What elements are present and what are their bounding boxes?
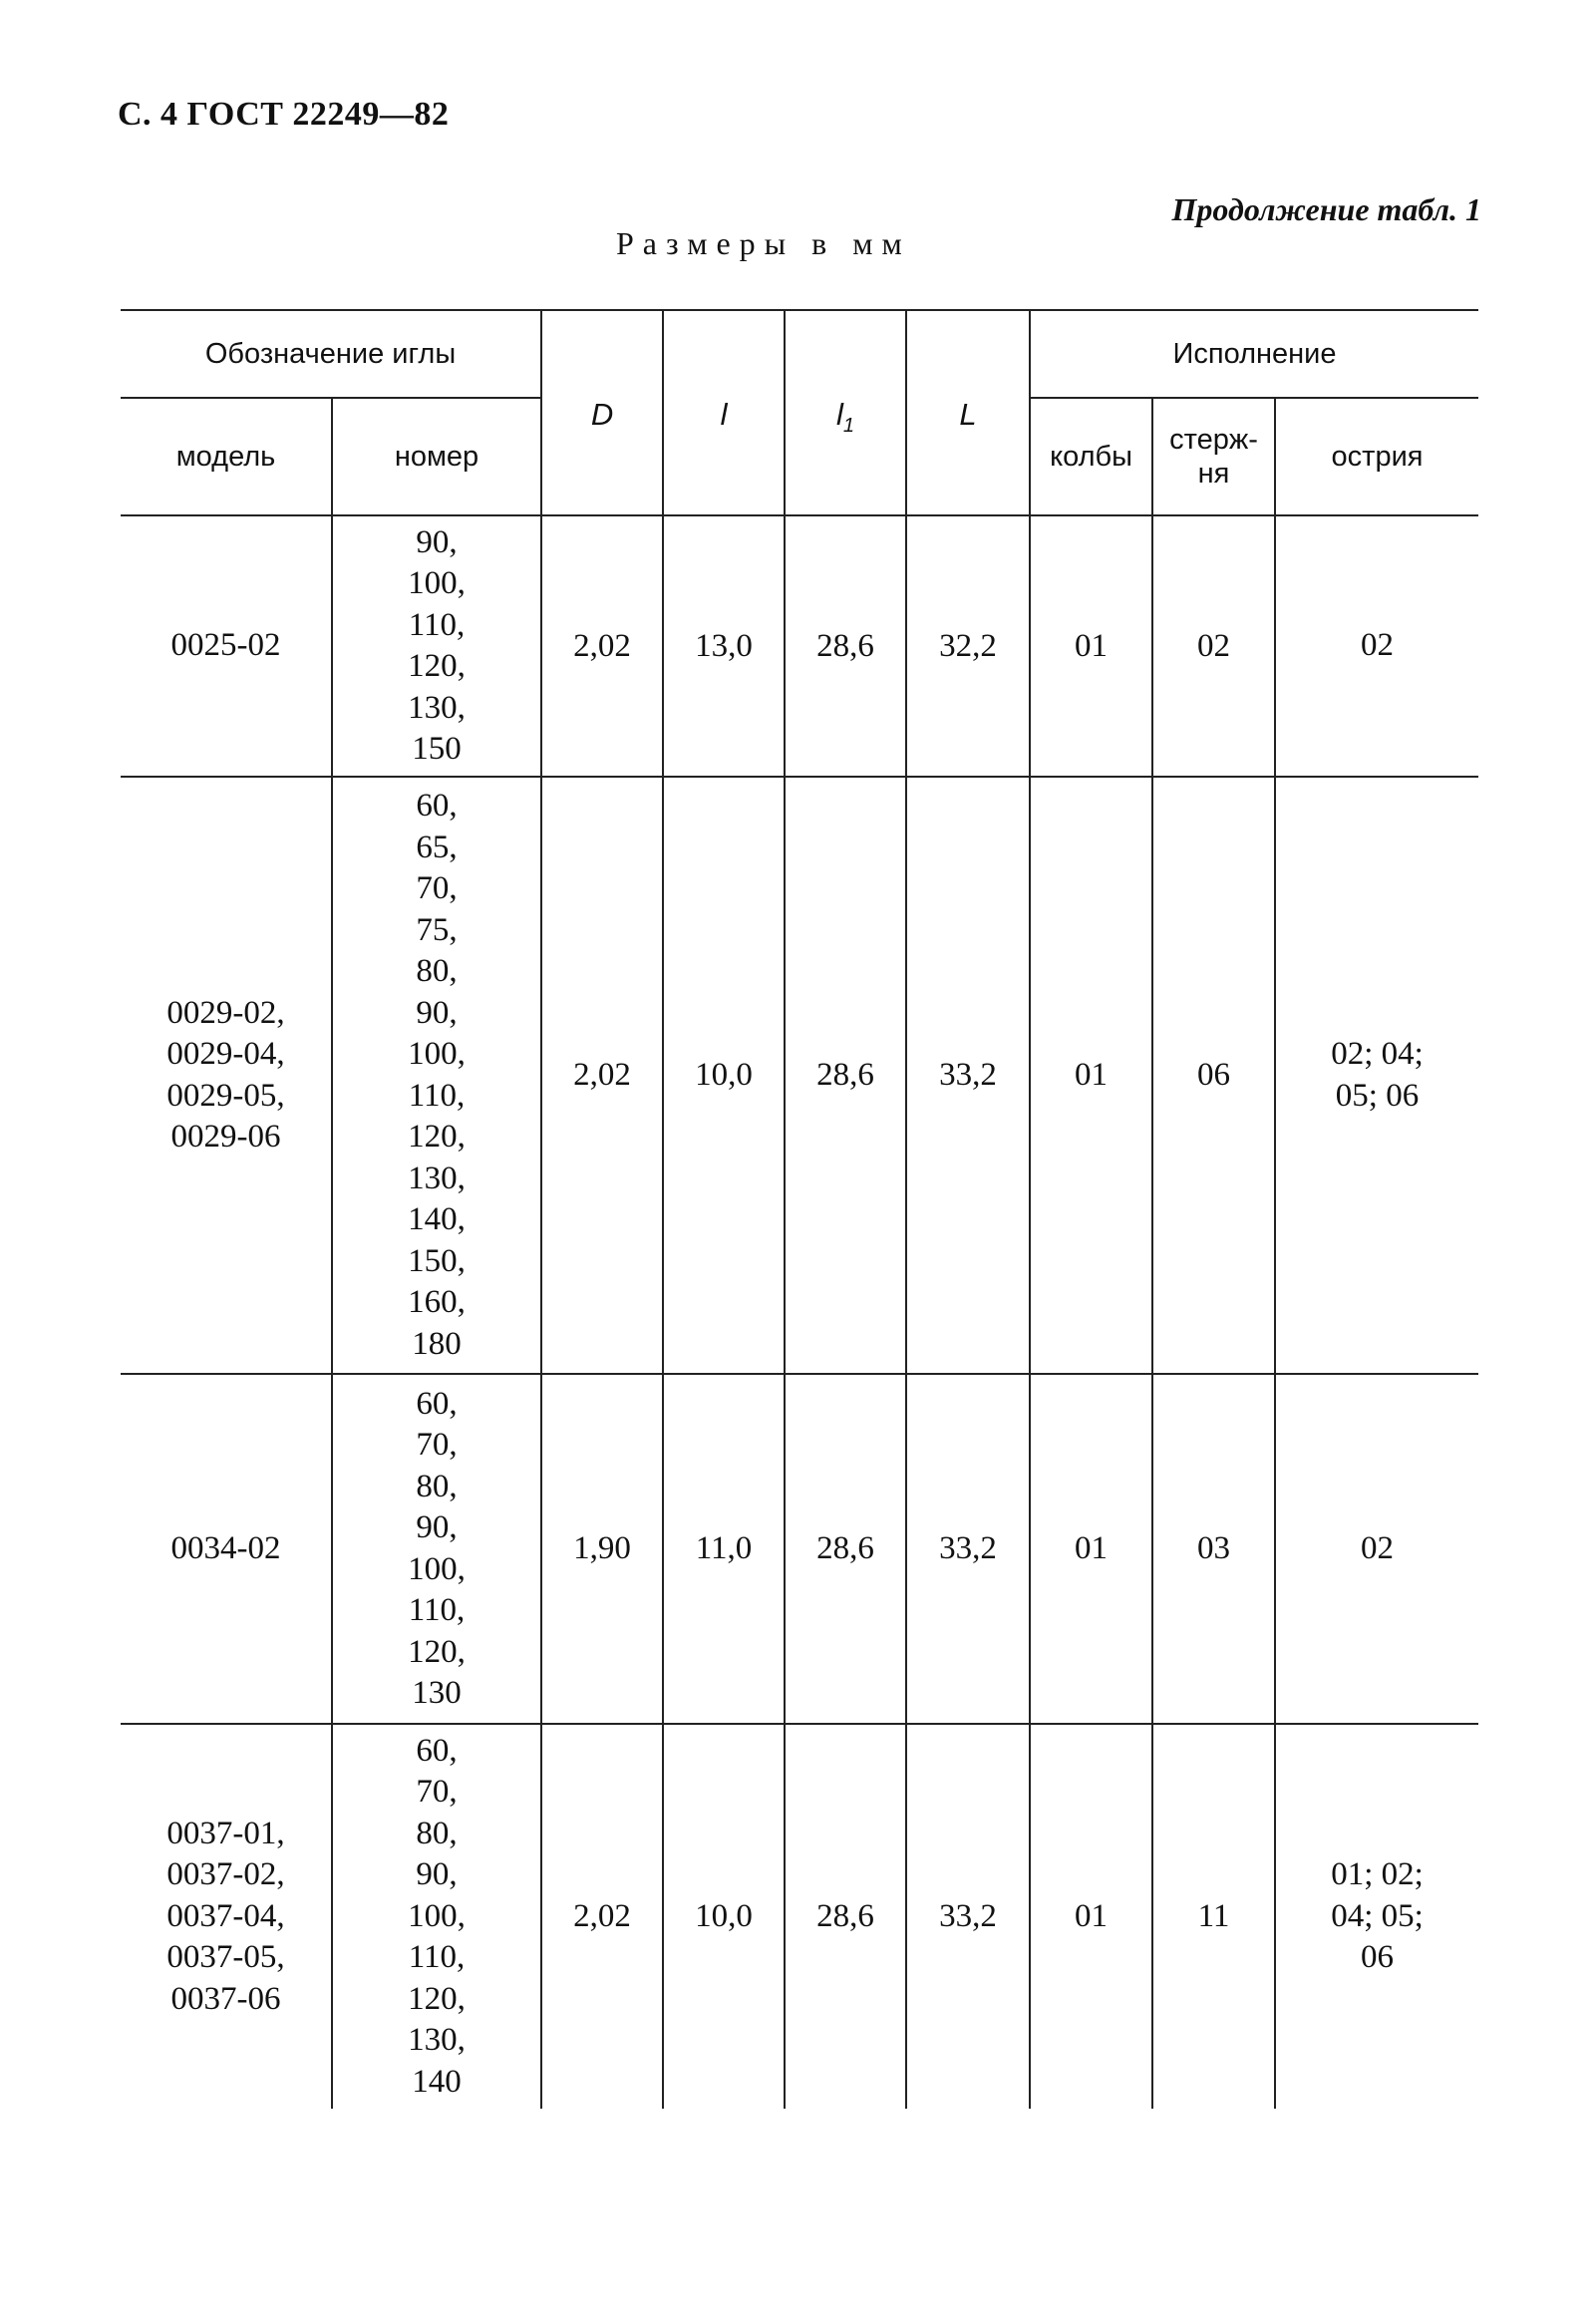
header-flask: колбы bbox=[1030, 398, 1152, 515]
cell-model: 0037-01, 0037-02, 0037-04, 0037-05, 0037-06 bbox=[121, 1724, 332, 2109]
table-row bbox=[121, 1724, 1478, 2109]
cell-flask: 01 bbox=[1030, 515, 1152, 777]
cell-rod: 02 bbox=[1152, 515, 1275, 777]
cell-model: 0029-02, 0029-04, 0029-05, 0029-06 bbox=[121, 777, 332, 1374]
cell-number: 60, 65, 70, 75, 80, 90, 100, 110, 120, 130, 140, 150, 160, 180 bbox=[332, 777, 541, 1374]
cell-flask: 01 bbox=[1030, 1724, 1152, 2109]
cell-number: 60, 70, 80, 90, 100, 110, 120, 130 bbox=[332, 1374, 541, 1724]
cell-L: 33,2 bbox=[906, 1724, 1030, 2109]
cell-model: 0025-02 bbox=[121, 515, 332, 777]
cell-point: 02 bbox=[1275, 1374, 1478, 1724]
cell-L: 33,2 bbox=[906, 1374, 1030, 1724]
page-header: С. 4 ГОСТ 22249—82 bbox=[118, 96, 450, 133]
header-l1-base: l bbox=[836, 397, 843, 432]
cell-l1: 28,6 bbox=[785, 1374, 906, 1724]
header-execution: Исполнение bbox=[1030, 310, 1478, 398]
cell-l: 10,0 bbox=[663, 777, 785, 1374]
cell-point: 02; 04; 05; 06 bbox=[1275, 777, 1478, 1374]
needle-dimensions-table bbox=[121, 309, 1478, 2109]
cell-D: 2,02 bbox=[541, 1724, 663, 2109]
table-row bbox=[121, 515, 1478, 777]
header-needle-designation: Обозначение иглы bbox=[121, 310, 541, 398]
cell-flask: 01 bbox=[1030, 1374, 1152, 1724]
header-D: D bbox=[541, 310, 663, 515]
header-model: модель bbox=[121, 398, 332, 515]
cell-rod: 06 bbox=[1152, 777, 1275, 1374]
header-L: L bbox=[906, 310, 1030, 515]
cell-flask: 01 bbox=[1030, 777, 1152, 1374]
cell-D: 2,02 bbox=[541, 515, 663, 777]
cell-number: 90, 100, 110, 120, 130, 150 bbox=[332, 515, 541, 777]
table-row bbox=[121, 777, 1478, 1374]
header-l1-subscript: 1 bbox=[842, 415, 855, 438]
header-rod: стерж- ня bbox=[1152, 398, 1275, 515]
header-point: острия bbox=[1275, 398, 1478, 515]
cell-L: 32,2 bbox=[906, 515, 1030, 777]
cell-D: 1,90 bbox=[541, 1374, 663, 1724]
cell-l1: 28,6 bbox=[785, 777, 906, 1374]
table-row bbox=[121, 1374, 1478, 1724]
header-number: номер bbox=[332, 398, 541, 515]
cell-l1: 28,6 bbox=[785, 1724, 906, 2109]
cell-l1: 28,6 bbox=[785, 515, 906, 777]
header-l: l bbox=[663, 310, 785, 515]
units-caption: Размеры в мм bbox=[616, 225, 911, 261]
header-l1 bbox=[785, 310, 906, 515]
cell-model: 0034-02 bbox=[121, 1374, 332, 1724]
cell-L: 33,2 bbox=[906, 777, 1030, 1374]
cell-l: 11,0 bbox=[663, 1374, 785, 1724]
table-continuation-label: Продолжение табл. 1 bbox=[1171, 191, 1481, 227]
cell-l: 10,0 bbox=[663, 1724, 785, 2109]
cell-number: 60, 70, 80, 90, 100, 110, 120, 130, 140 bbox=[332, 1724, 541, 2109]
cell-D: 2,02 bbox=[541, 777, 663, 1374]
cell-point: 01; 02; 04; 05; 06 bbox=[1331, 1856, 1424, 1976]
cell-point: 02 bbox=[1275, 515, 1478, 777]
cell-rod: 11 bbox=[1152, 1724, 1275, 2109]
cell-l: 13,0 bbox=[663, 515, 785, 777]
cell-rod: 03 bbox=[1152, 1374, 1275, 1724]
